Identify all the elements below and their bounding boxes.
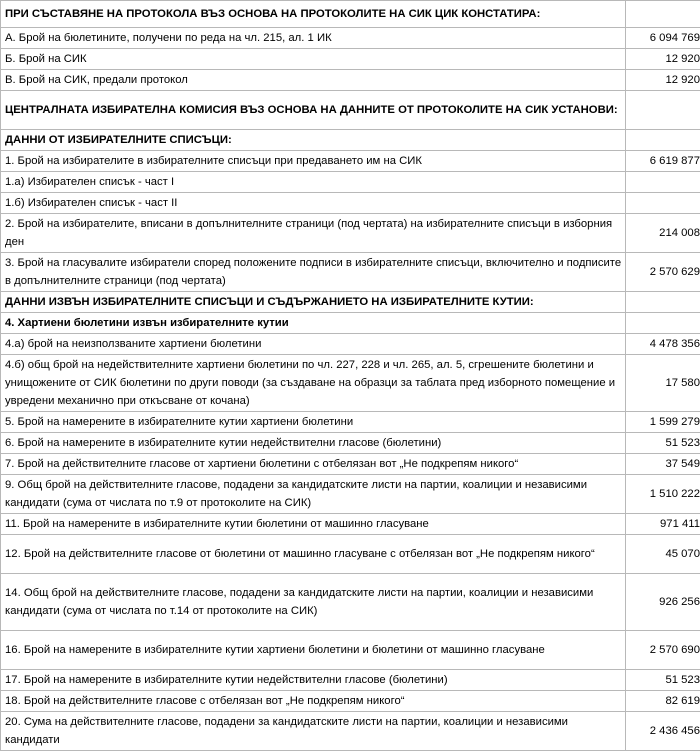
- row-label: Б. Брой на СИК: [1, 49, 626, 70]
- row-value: 214 008: [626, 214, 700, 253]
- table-row: [1, 313, 700, 334]
- table-row: [1, 91, 700, 130]
- row-value: 2 570 690: [626, 631, 700, 670]
- row-label: 9. Общ брой на действителните гласове, подадени за кандидатските листи на партии, коалиции и независими кандидати (сума от числата по т.9 от протоколите на СИК): [1, 475, 626, 514]
- table-row: [1, 670, 700, 691]
- row-value: 6 094 769: [626, 28, 700, 49]
- row-label: 7. Брой на действителните гласове от хартиени бюлетини с отбелязан вот „Не подкрепям никого“: [1, 454, 626, 475]
- row-label: 17. Брой на намерените в избирателните кутии недействителни гласове (бюлетини): [1, 670, 626, 691]
- table-row: [1, 334, 700, 355]
- row-label: 4.б) общ брой на недействителните хартиени бюлетини по чл. 227, 228 и чл. 265, ал. 5, сгрешените бюлетини и унищожените от СИК бюлетини по други поводи (за създаване на образци за таблата пред изборното помещение и увредени механично при откъсване от кочана): [1, 355, 626, 412]
- table-row: [1, 355, 700, 412]
- row-value: [626, 193, 700, 214]
- row-label: А. Брой на бюлетините, получени по реда на чл. 215, ал. 1 ИК: [1, 28, 626, 49]
- row-value: 2 570 629: [626, 253, 700, 292]
- row-value: 45 070: [626, 535, 700, 574]
- table-row: [1, 412, 700, 433]
- row-label: 18. Брой на действителните гласове с отбелязан вот „Не подкрепям никого“: [1, 691, 626, 712]
- row-label: В. Брой на СИК, предали протокол: [1, 70, 626, 91]
- row-value: 12 920: [626, 49, 700, 70]
- row-label: 14. Общ брой на действителните гласове, подадени за кандидатските листи на партии, коалиции и независими кандидати (сума от числата по т.14 от протоколите на СИК): [1, 574, 626, 631]
- table-row: [1, 454, 700, 475]
- table-row: [1, 130, 700, 151]
- row-value: [626, 91, 700, 130]
- table-row: [1, 574, 700, 631]
- row-value: 82 619: [626, 691, 700, 712]
- protocol-rows: [1, 1, 700, 751]
- table-row: [1, 28, 700, 49]
- row-label: 4. Хартиени бюлетини извън избирателните кутии: [1, 313, 626, 334]
- table-row: [1, 49, 700, 70]
- row-label: ДАННИ ОТ ИЗБИРАТЕЛНИТЕ СПИСЪЦИ:: [1, 130, 626, 151]
- table-row: [1, 172, 700, 193]
- row-label: ЦЕНТРАЛНАТА ИЗБИРАТЕЛНА КОМИСИЯ ВЪЗ ОСНОВА НА ДАННИТЕ ОТ ПРОТОКОЛИТЕ НА СИК УСТАНОВИ:: [1, 91, 626, 130]
- row-value: 926 256: [626, 574, 700, 631]
- row-value: [626, 130, 700, 151]
- row-label: ДАННИ ИЗВЪН ИЗБИРАТЕЛНИТЕ СПИСЪЦИ И СЪДЪРЖАНИЕТО НА ИЗБИРАТЕЛНИТЕ КУТИИ:: [1, 292, 626, 313]
- row-label: 11. Брой на намерените в избирателните кутии бюлетини от машинно гласуване: [1, 514, 626, 535]
- table-row: [1, 691, 700, 712]
- table-row: [1, 253, 700, 292]
- row-value: [626, 172, 700, 193]
- table-row: [1, 292, 700, 313]
- row-label: 4.а) брой на неизползваните хартиени бюлетини: [1, 334, 626, 355]
- row-value: [626, 313, 700, 334]
- row-label: 5. Брой на намерените в избирателните кутии хартиени бюлетини: [1, 412, 626, 433]
- row-label: 12. Брой на действителните гласове от бюлетини от машинно гласуване с отбелязан вот „Не подкрепям никого“: [1, 535, 626, 574]
- table-row: [1, 475, 700, 514]
- row-value: 4 478 356: [626, 334, 700, 355]
- table-row: [1, 631, 700, 670]
- row-value: 12 920: [626, 70, 700, 91]
- row-label: 6. Брой на намерените в избирателните кутии недействителни гласове (бюлетини): [1, 433, 626, 454]
- row-value: 971 411: [626, 514, 700, 535]
- row-value: 2 436 456: [626, 712, 700, 751]
- table-row: [1, 214, 700, 253]
- row-label: 1. Брой на избирателите в избирателните списъци при предаването им на СИК: [1, 151, 626, 172]
- row-label: 20. Сума на действителните гласове, подадени за кандидатските листи на партии, коалиции и независими кандидати: [1, 712, 626, 751]
- row-value: 17 580: [626, 355, 700, 412]
- table-row: [1, 514, 700, 535]
- row-label: 3. Брой на гласувалите избиратели според положените подписи в избирателните списъци, включително и подписите в допълнителните страници (под чертата): [1, 253, 626, 292]
- table-row: [1, 193, 700, 214]
- row-value: [626, 292, 700, 313]
- table-row: [1, 1, 700, 28]
- table-row: [1, 151, 700, 172]
- row-value: [626, 1, 700, 28]
- row-value: 6 619 877: [626, 151, 700, 172]
- table-row: [1, 712, 700, 751]
- row-label: 1.б) Избирателен списък - част II: [1, 193, 626, 214]
- row-label: 1.а) Избирателен списък - част I: [1, 172, 626, 193]
- table-row: [1, 70, 700, 91]
- table-row: [1, 433, 700, 454]
- row-label: ПРИ СЪСТАВЯНЕ НА ПРОТОКОЛА ВЪЗ ОСНОВА НА ПРОТОКОЛИТЕ НА СИК ЦИК КОНСТАТИРА:: [1, 1, 626, 28]
- row-value: 51 523: [626, 670, 700, 691]
- row-label: 16. Брой на намерените в избирателните кутии хартиени бюлетини и бюлетини от машинно гласуване: [1, 631, 626, 670]
- row-value: 51 523: [626, 433, 700, 454]
- row-value: 1 599 279: [626, 412, 700, 433]
- row-value: 1 510 222: [626, 475, 700, 514]
- row-value: 37 549: [626, 454, 700, 475]
- row-label: 2. Брой на избирателите, вписани в допълнителните страници (под чертата) на избирателните списъци в изборния ден: [1, 214, 626, 253]
- table-row: [1, 535, 700, 574]
